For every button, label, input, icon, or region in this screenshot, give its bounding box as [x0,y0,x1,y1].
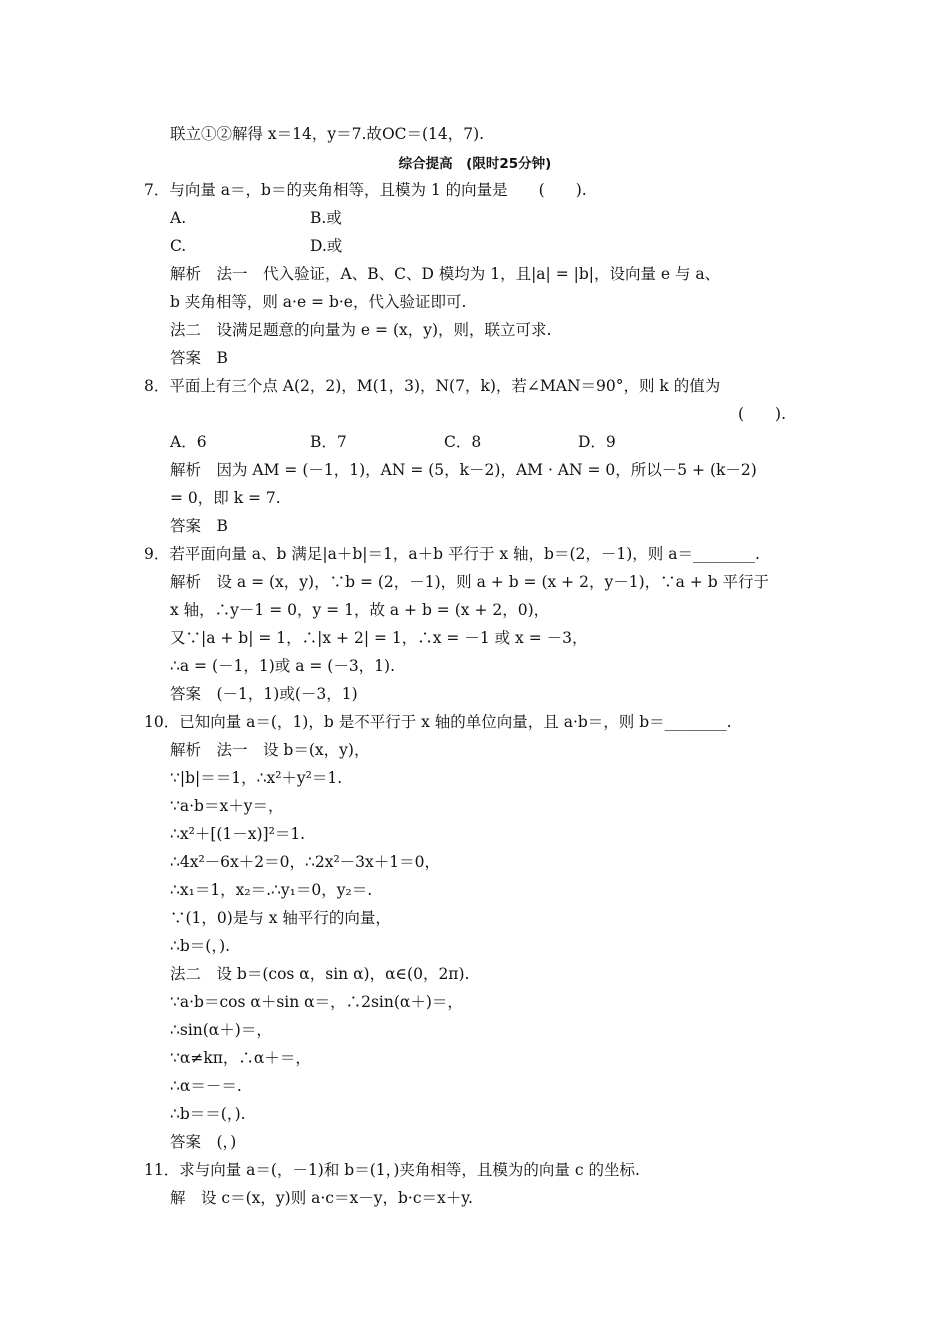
analysis-line: 解析 法一 设 b＝(x，y)， [170,741,370,759]
analysis-line: 法二 设 b＝(cos α，sin α)，α∈(0，2π). [170,965,470,983]
question-8: 8．平面上有三个点 A(2，2)，M(1，3)，N(7，k)，若∠MAN＝90°，则 k 的值为 [144,377,721,395]
text-line: 联立①②解得 x＝14，y＝7.故OC＝(14，7). [170,125,485,143]
analysis-line: ∴b＝(，). [170,937,231,955]
question-10: 10．已知向量 a＝(，1)，b 是不平行于 x 轴的单位向量，且 a·b＝，则 b＝________. [144,713,732,731]
option-c: C．8 [444,433,482,451]
analysis-line: ∵(1，0)是与 x 轴平行的向量， [170,909,391,927]
option-b: B.或 [310,209,342,227]
answer-line: 答案 (－1，1)或(－3，1) [170,685,358,703]
analysis-line: ∵a·b＝cos α＋sin α＝，∴2sin(α＋)＝， [170,993,463,1011]
analysis-line: ∴4x²－6x＋2＝0，∴2x²－3x＋1＝0， [170,853,441,871]
analysis-line: ∴x²＋[(1－x)]²＝1. [170,825,306,843]
answer-blank: ( ). [738,405,787,423]
option-a: A. [170,209,187,227]
option-d: D.或 [310,237,343,255]
question-9: 9．若平面向量 a、b 满足|a＋b|＝1，a＋b 平行于 x 轴，b＝(2，－1)，则 a＝________. [144,545,760,563]
section-heading: 综合提高 (限时25分钟) [398,156,552,172]
solution-line: 解 设 c＝(x，y)则 a·c＝x－y，b·c＝x＋y. [170,1189,473,1207]
analysis-line: = 0，即 k = 7. [170,489,281,507]
analysis-line: 解析 设 a = (x，y)，∵b = (2，－1)，则 a + b = (x + 2，y－1)，∵a + b 平行于 [170,573,770,591]
option-a: A．6 [170,433,207,451]
option-b: B．7 [310,433,347,451]
analysis-line: ∴a = (－1，1)或 a = (－3，1). [170,657,396,675]
analysis-line: 解析 因为 AM = (－1，1)，AN = (5，k－2)，AM · AN = 0，所以－5 + (k－2) [170,461,757,479]
analysis-line: ∴sin(α＋)＝， [170,1021,272,1039]
analysis-line: x 轴，∴y－1 = 0，y = 1，故 a + b = (x + 2，0)， [170,601,550,619]
analysis-line: ∵|b|＝＝1，∴x²＋y²＝1. [170,769,343,787]
analysis-line: ∴x₁＝1，x₂＝.∴y₁＝0，y₂＝. [170,881,373,899]
analysis-line: b 夹角相等，则 a·e = b·e，代入验证即可. [170,293,467,311]
question-11: 11．求与向量 a＝(，－1)和 b＝(1，)夹角相等，且模为的向量 c 的坐标. [144,1161,640,1179]
option-c: C. [170,237,187,255]
answer-line: 答案 (，) [170,1133,237,1151]
analysis-line: ∵α≠kπ，∴α＋＝， [170,1049,311,1067]
analysis-line: ∴b＝＝(，). [170,1105,246,1123]
answer-line: 答案 B [170,349,228,367]
question-7: 7．与向量 a＝，b＝的夹角相等，且模为 1 的向量是 ( ). [144,181,587,199]
analysis-line: ∵a·b＝x＋y＝， [170,797,284,815]
answer-line: 答案 B [170,517,228,535]
analysis-line: ∴α＝－＝. [170,1077,242,1095]
option-d: D．9 [578,433,616,451]
analysis-line: 又∵|a + b| = 1，∴|x + 2| = 1，∴x = －1 或 x = －3， [170,629,588,647]
analysis-line: 法二 设满足题意的向量为 e = (x，y)，则，联立可求. [170,321,552,339]
analysis-line: 解析 法一 代入验证，A、B、C、D 模均为 1，且|a| = |b|，设向量 e 与 a、 [170,265,721,283]
